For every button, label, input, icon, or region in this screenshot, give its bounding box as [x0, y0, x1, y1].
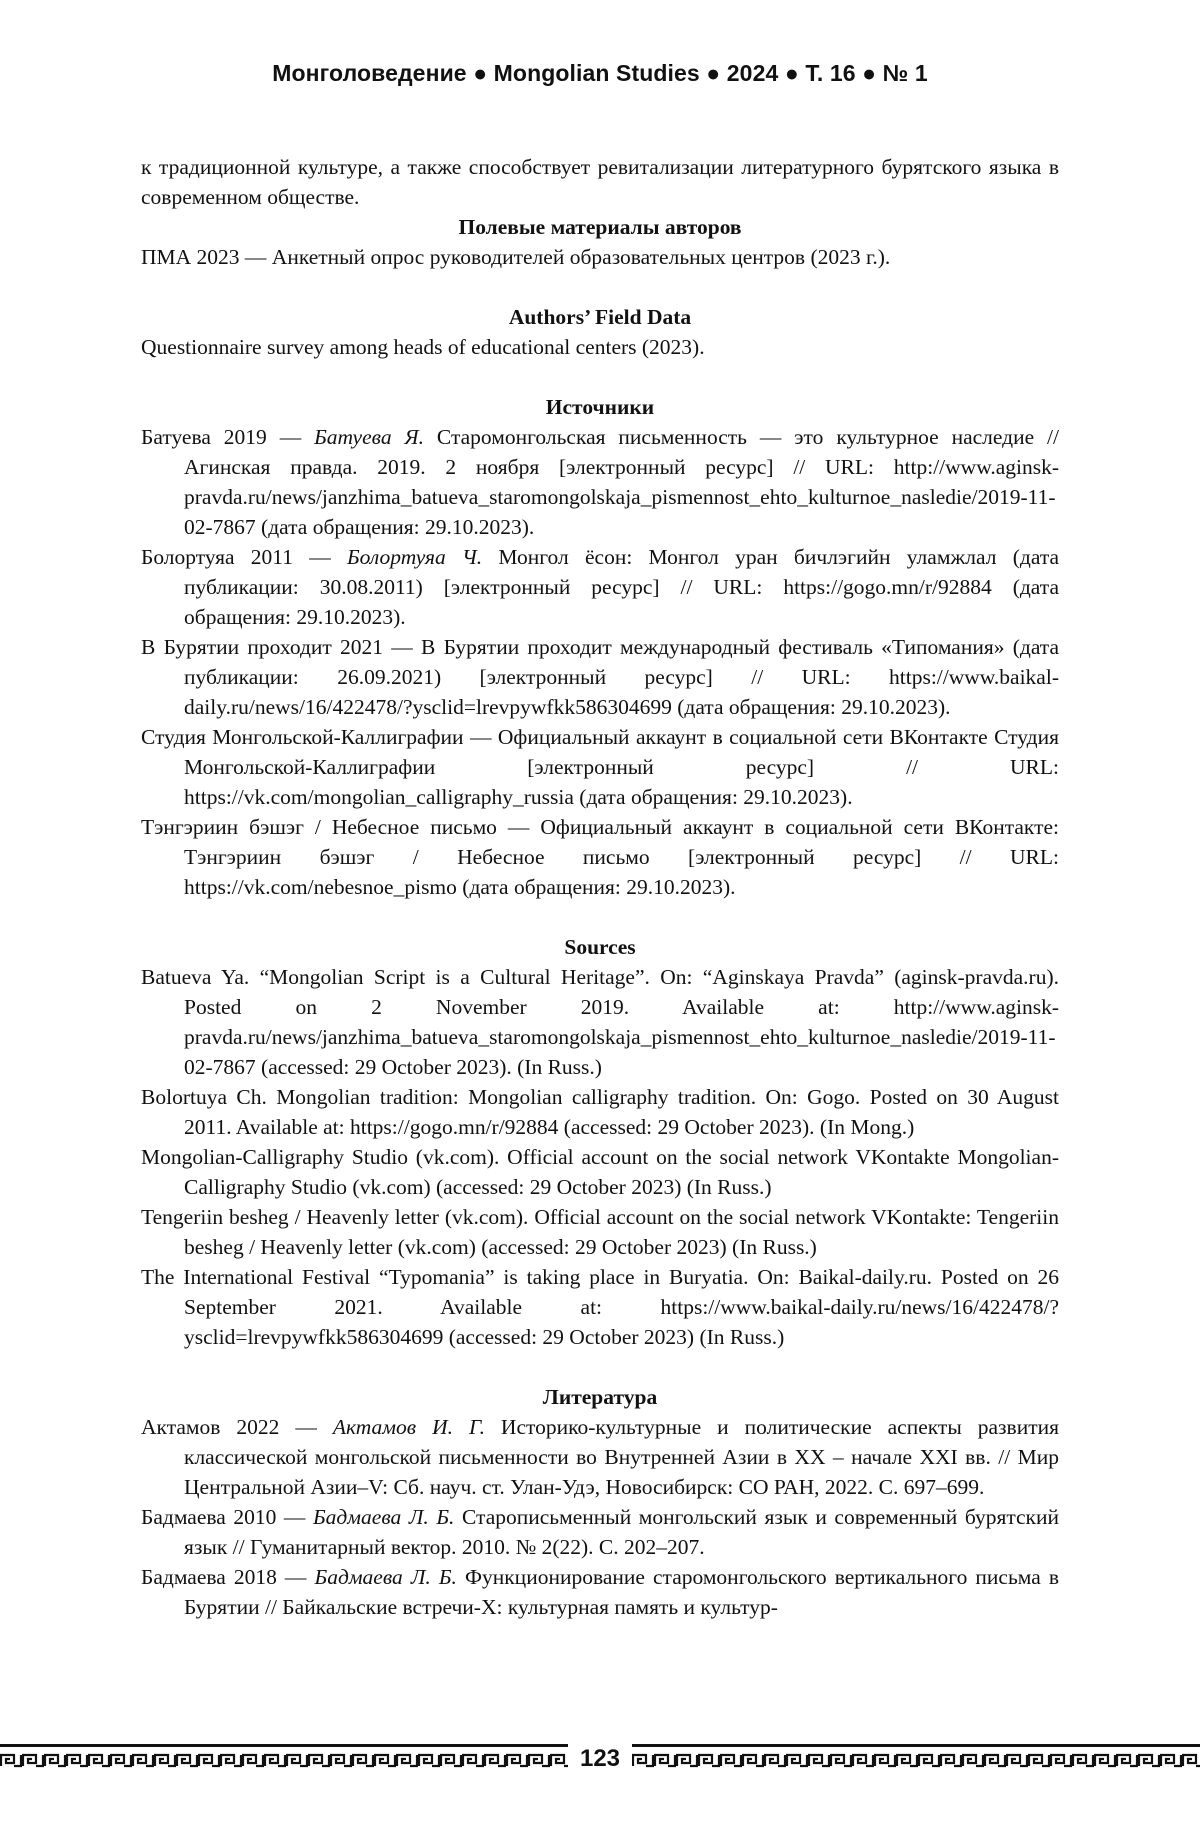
literature-heading: Литература	[542, 1385, 658, 1409]
sources-en-list	[141, 962, 1059, 1352]
reference-lead: Бадмаева 2010 —	[141, 1505, 313, 1529]
reference-author: Болортуяа Ч.	[347, 545, 483, 569]
field-materials-text: ПМА 2023 — Анкетный опрос руководителей образовательных центров (2023 г.).	[141, 245, 891, 269]
reference-item	[141, 542, 1059, 632]
reference-text: Монгол ёсон: Монгол уран бичлэгийн уламжлал (дата публикации: 30.08.2011) [электронный ресурс] // URL: https://gogo.mn/r/92884 (дата обращения: 29.10.2023).	[184, 545, 1060, 629]
reference-lead: Батуева 2019 —	[141, 425, 315, 449]
reference-lead: Бадмаева 2018 —	[141, 1565, 315, 1589]
reference-text: Историко-культурные и политические аспекты развития классической монгольской письменности во Внутренней Азии в XX – начале XXI вв. // Мир Центральной Азии–V: Сб. науч. ст. Улан-Удэ, Новосибирск: СО РАН, 2022. С. 697–699.	[184, 1415, 1059, 1499]
reference-author: Бадмаева Л. Б.	[313, 1505, 455, 1529]
page-number: 123	[568, 1744, 632, 1774]
reference-lead: Студия Монгольской-Каллиграфии —	[141, 725, 498, 749]
reference-text: Официальный аккаунт в социальной сети ВКонтакте: Тэнгэриин бэшэг / Небесное письмо [электронный ресурс] // URL: https://vk.com/nebesnoe_pismo (дата обращения: 29.10.2023).	[184, 815, 1059, 899]
reference-author: Батуева Я.	[314, 425, 424, 449]
reference-lead: Болортуяа 2011 —	[141, 545, 347, 569]
reference-author: Бадмаева Л. Б.	[314, 1565, 457, 1589]
field-data-heading: Authors’ Field Data	[508, 305, 692, 329]
reference-lead: Актамов 2022 —	[141, 1415, 333, 1439]
reference-item	[141, 632, 1059, 722]
reference-lead: В Бурятии проходит 2021 —	[141, 635, 422, 659]
reference-text: Функционирование старомонгольского вертикального письма в Бурятии // Байкальские встречи-X: культурная память и культур-	[184, 1565, 1059, 1619]
reference-author: Актамов И. Г.	[332, 1415, 485, 1439]
page-footer	[0, 1744, 1200, 1770]
reference-item	[141, 812, 1059, 902]
sources-en-heading: Sources	[564, 935, 636, 959]
reference-item: Batueva Ya. “Mongolian Script is a Cultural Heritage”. On: “Aginskaya Pravda” (aginsk-pravda.ru). Posted on 2 November 2019. Available at: http://www.aginsk-pravda.ru/news/janzhima_batueva_staromongolskaja_pismennost_ehto_kulturnoe_nasledie/2019-11-02-7867 (accessed: 29 October 2023). (In Russ.)	[141, 965, 1059, 1079]
meander-ornament-right	[632, 1752, 1200, 1768]
reference-item	[141, 422, 1059, 542]
reference-text: В Бурятии проходит международный фестиваль «Типомания» (дата публикации: 26.09.2021) [электронный ресурс] // URL: https://www.baikal-daily.ru/news/16/422478/?ysclid=lrevpywfkk586304699 (дата обращения: 29.10.2023).	[184, 635, 1060, 719]
reference-item	[141, 1562, 1059, 1622]
reference-text: Старописьменный монгольский язык и современный бурятский язык // Гуманитарный вектор. 2010. № 2(22). С. 202–207.	[184, 1505, 1060, 1559]
reference-item: Tengeriin besheg / Heavenly letter (vk.com). Official account on the social network VKontakte: Tengeriin besheg / Heavenly letter (vk.com) (accessed: 29 October 2023) (In Russ.)	[141, 1205, 1059, 1259]
page-body	[141, 152, 1059, 1622]
sources-ru-list	[141, 422, 1059, 902]
meander-ornament-left	[0, 1752, 568, 1768]
reference-item	[141, 722, 1059, 812]
reference-lead: Тэнгэриин бэшэг / Небесное письмо —	[141, 815, 541, 839]
intro-paragraph: к традиционной культуре, а также способствует ревитализации литературного бурятского языка в современном обществе.	[141, 155, 1059, 209]
field-materials-heading: Полевые материалы авторов	[458, 215, 742, 239]
reference-item	[141, 1412, 1059, 1502]
reference-item: Bolortuya Ch. Mongolian tradition: Mongolian calligraphy tradition. On: Gogo. Posted on 30 August 2011. Available at: https://gogo.mn/r/92884 (accessed: 29 October 2023). (In Mong.)	[141, 1085, 1059, 1139]
reference-item	[141, 1502, 1059, 1562]
reference-text: Официальный аккаунт в социальной сети ВКонтакте Студия Монгольской-Каллиграфии [электронный ресурс] // URL: https://vk.com/mongolian_calligraphy_russia (дата обращения: 29.10.2023).	[184, 725, 1059, 809]
sources-ru-heading: Источники	[545, 395, 655, 419]
reference-item: Mongolian-Calligraphy Studio (vk.com). Official account on the social network VKontakte Mongolian-Calligraphy Studio (vk.com) (accessed: 29 October 2023) (In Russ.)	[141, 1145, 1059, 1199]
literature-list	[141, 1412, 1059, 1622]
reference-item: The International Festival “Typomania” is taking place in Buryatia. On: Baikal-daily.ru. Posted on 26 September 2021. Available at: https://www.baikal-daily.ru/news/16/422478/?ysclid=lrevpywfkk586304699 (accessed: 29 October 2023) (In Russ.)	[141, 1265, 1059, 1349]
field-data-text: Questionnaire survey among heads of educational centers (2023).	[141, 335, 705, 359]
reference-text: Старомонгольская письменность — это культурное наследие // Агинская правда. 2019. 2 ноября [электронный ресурс] // URL: http://www.aginsk-pravda.ru/news/janzhima_batueva_staromongolskaja_pismennost_ehto_kulturnoe_nasledie/2019-11-02-7867 (дата обращения: 29.10.2023).	[184, 425, 1059, 539]
running-header: Монголоведение ● Mongolian Studies ● 2024 ● Т. 16 ● № 1	[272, 60, 928, 86]
